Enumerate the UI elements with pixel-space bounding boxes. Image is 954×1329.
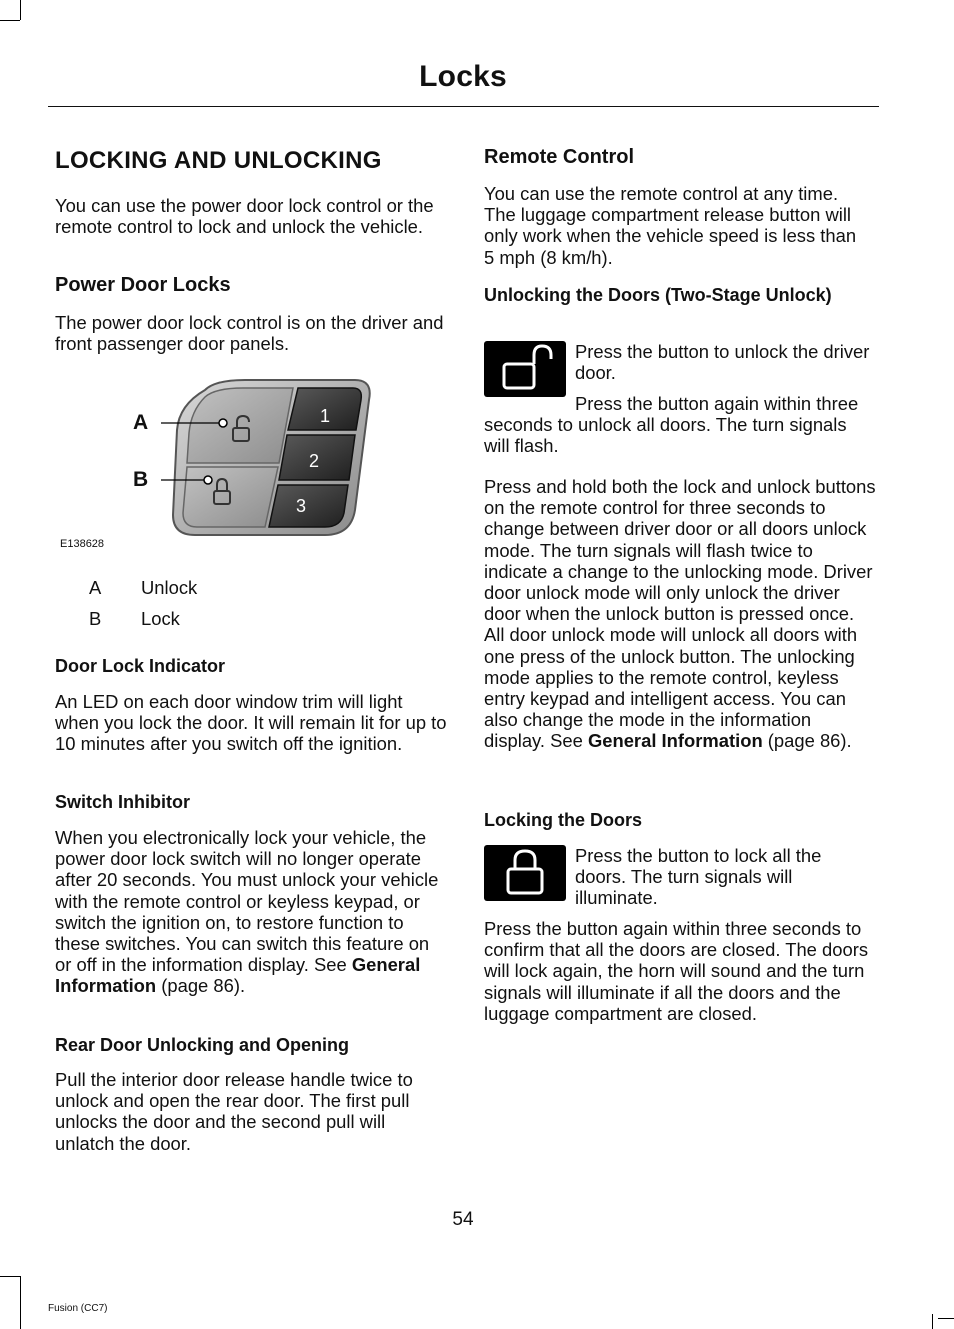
page-reference: (page 86). xyxy=(156,975,246,997)
page-title: Locks xyxy=(419,60,507,93)
switch-inhibitor-heading: Switch Inhibitor xyxy=(55,792,190,812)
rear-door-heading: Rear Door Unlocking and Opening xyxy=(55,1035,350,1055)
general-information-link[interactable]: General Information xyxy=(587,730,763,752)
header-rule xyxy=(48,106,879,107)
callout-b: B xyxy=(133,468,149,491)
remote-control-heading: Remote Control xyxy=(484,146,634,168)
crop-mark xyxy=(938,1318,954,1319)
rear-door-body: Pull the interior door release handle twice to unlock and open the rear door. The first pull unlocks the door and the second pull will unlatch the door. xyxy=(55,1069,413,1154)
intro-paragraph: You can use the power door lock control or the remote control to lock and unlock the vehicle. xyxy=(55,195,434,238)
unlock-icon-text: Press the button to unlock the driver door. xyxy=(575,341,870,384)
legend-key-b: B xyxy=(89,608,102,629)
unlocking-body-1: Press the button again within three seconds to unlock all doors. The turn signals will flash. xyxy=(484,393,859,457)
legend-label-lock: Lock xyxy=(141,608,180,629)
window-button-3-label: 3 xyxy=(296,496,307,516)
power-door-locks-body: The power door lock control is on the driver and front passenger door panels. xyxy=(55,312,444,355)
remote-control-body: You can use the remote control at any time. The luggage compartment release button will only work when the vehicle speed is less than 5 mph (8 km/h). xyxy=(484,183,857,268)
door-lock-indicator-heading: Door Lock Indicator xyxy=(55,656,226,676)
section-title: LOCKING AND UNLOCKING xyxy=(55,147,382,174)
page-number: 54 xyxy=(452,1209,474,1230)
legend-label-unlock: Unlock xyxy=(141,577,198,598)
callout-a: A xyxy=(133,411,149,434)
footer-model: Fusion (CC7) xyxy=(48,1303,108,1314)
crop-mark xyxy=(932,1314,933,1329)
crop-mark xyxy=(0,1276,20,1277)
unlocking-heading: Unlocking the Doors (Two-Stage Unlock) xyxy=(484,285,832,305)
switch-inhibitor-text: When you electronically lock your vehicle, the power door lock switch will no longer operate after 20 seconds. You must unlock your vehicle with the remote control or keyless keypad, or switch the ignition on, to restore function to these switches. You can switch this feature on or off in the information display. See xyxy=(55,827,439,976)
figure-code: E138628 xyxy=(60,538,105,550)
general-information-link[interactable]: General Information xyxy=(55,954,421,997)
unlocking-body-2 xyxy=(484,476,876,752)
door-lock-indicator-body: An LED on each door window trim will light when you lock the door. It will remain lit for up to 10 minutes after you switch off the ignition. xyxy=(55,691,447,755)
power-door-locks-heading: Power Door Locks xyxy=(55,274,231,296)
locking-heading: Locking the Doors xyxy=(484,810,643,830)
door-lock-switch-illustration xyxy=(55,375,447,555)
window-button-1-label: 1 xyxy=(320,406,331,426)
switch-inhibitor-body xyxy=(55,827,447,997)
lock-icon xyxy=(484,845,566,901)
crop-mark xyxy=(0,20,20,21)
door-lock-switch-figure xyxy=(55,375,447,555)
page-reference: (page 86). xyxy=(762,730,852,752)
unlock-icon xyxy=(484,341,566,397)
unlocking-body-2-text: Press and hold both the lock and unlock buttons on the remote control for three seconds to change between driver door or all doors unlock mode. The turn signals will flash twice to indicate a change to the unlocking mode. Driver door unlock mode will only unlock the driver door when the unlock button is pressed once. All door unlock mode will unlock all doors with one press of the unlock button. The unlocking mode applies to the remote control, keyless entry keypad and intelligent access. You can also change the mode in the information display. See xyxy=(484,476,876,752)
crop-mark xyxy=(20,1314,21,1329)
window-button-2-label: 2 xyxy=(309,451,320,471)
crop-mark xyxy=(20,0,21,20)
legend-key-a: A xyxy=(89,577,102,598)
locking-body: Press the button again within three seconds to confirm that all the doors are closed. The doors will lock again, the horn will sound and the turn signals will illuminate if all the doors and the luggage compartment are closed. xyxy=(484,918,869,1024)
lock-icon-text: Press the button to lock all the doors. The turn signals will illuminate. xyxy=(575,845,822,909)
